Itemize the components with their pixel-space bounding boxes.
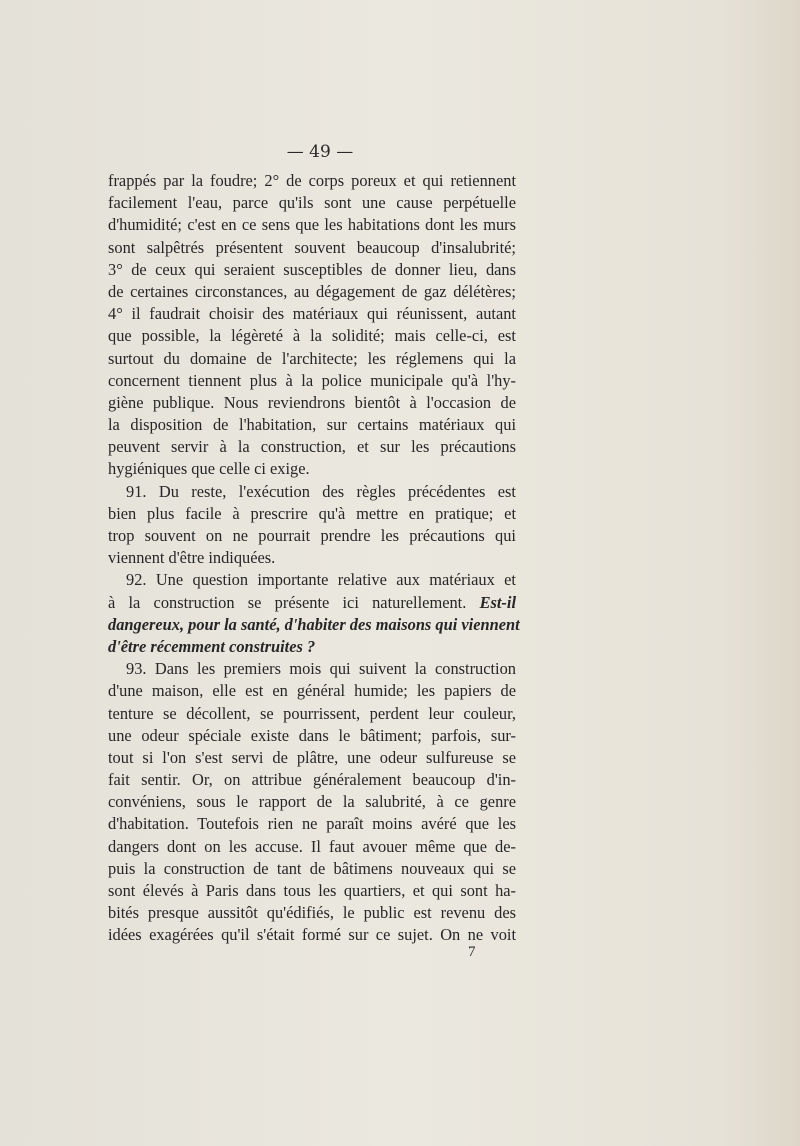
text-line bbox=[108, 237, 516, 259]
text-line bbox=[108, 547, 516, 569]
text-line bbox=[108, 458, 516, 480]
text-line bbox=[108, 303, 516, 325]
line-text: giène publique. Nous reviendrons bientôt à l'occasion de bbox=[108, 392, 516, 412]
line-text: de certaines circonstances, au dégagement de gaz délétères; bbox=[108, 281, 516, 301]
line-text: à la construction se présente ici naturellement. bbox=[108, 592, 467, 612]
line-text: frappés par la foudre; 2° de corps poreux et qui retiennent bbox=[108, 171, 516, 190]
line-text: bités presque aussitôt qu'édifiés, le public est revenu des bbox=[108, 903, 516, 923]
line-text: la disposition de l'habitation, sur certains matériaux qui bbox=[108, 415, 516, 435]
text-line bbox=[108, 325, 516, 347]
text-line bbox=[108, 503, 516, 525]
line-text: 91. Du reste, l'exécution des règles précédentes est bbox=[126, 481, 516, 501]
text-line bbox=[108, 436, 516, 458]
line-text: facilement l'eau, parce qu'ils sont une cause perpétuelle bbox=[108, 193, 516, 213]
line-text: d'habitation. Toutefois rien ne paraît moins avéré que les bbox=[108, 814, 516, 834]
text-line bbox=[108, 680, 516, 702]
text-line bbox=[108, 414, 516, 436]
line-text: d'une maison, elle est en général humide; les papiers de bbox=[108, 681, 516, 701]
text-line bbox=[108, 636, 516, 658]
text-line bbox=[108, 281, 516, 303]
line-text: sont salpêtrés présentent souvent beaucoup d'insalubrité; bbox=[108, 237, 516, 257]
line-text: que possible, la légèreté à la solidité; mais celle-ci, est bbox=[108, 326, 516, 346]
signature-mark: 7 bbox=[468, 944, 476, 960]
text-line bbox=[108, 924, 516, 946]
line-text: 4° il faudrait choisir des matériaux qui réunissent, autant bbox=[108, 304, 516, 324]
text-line bbox=[108, 569, 516, 591]
italic-question: Est-il bbox=[479, 592, 516, 612]
text-line bbox=[108, 370, 516, 392]
line-text: sont élevés à Paris dans tous les quartiers, et qui sont ha- bbox=[108, 881, 516, 900]
line-text: une odeur spéciale existe dans le bâtiment; parfois, sur- bbox=[108, 725, 516, 745]
line-text: peuvent servir à la construction, et sur les précautions bbox=[108, 437, 516, 457]
line-text: 92. Une question importante relative aux matériaux et bbox=[126, 570, 516, 590]
page-number: — 49 — bbox=[286, 142, 354, 162]
text-line bbox=[108, 880, 516, 902]
line-text: dangers dont on les accuse. Il faut avouer même que de- bbox=[108, 836, 516, 856]
line-text: fait sentir. Or, on attribue généralement beaucoup d'in- bbox=[108, 770, 516, 790]
text-line bbox=[108, 259, 516, 281]
italic-question: d'être récemment construites ? bbox=[108, 636, 316, 656]
line-text: idées exagérées qu'il s'était formé sur ce sujet. On ne voit bbox=[108, 925, 516, 945]
line-text: tenture se décollent, se pourrissent, perdent leur couleur, bbox=[108, 703, 516, 723]
line-text: viennent d'être indiquées. bbox=[108, 548, 276, 568]
text-line bbox=[108, 392, 516, 414]
text-line bbox=[108, 747, 516, 769]
text-line bbox=[108, 348, 516, 370]
line-text: 3° de ceux qui seraient susceptibles de donner lieu, dans bbox=[108, 259, 516, 279]
text-line bbox=[108, 481, 516, 503]
text-line bbox=[108, 725, 516, 747]
text-line bbox=[108, 614, 520, 636]
line-text: trop souvent on ne pourrait prendre les précautions qui bbox=[108, 526, 516, 545]
line-text: bien plus facile à prescrire qu'à mettre en pratique; et bbox=[108, 503, 516, 523]
italic-question: dangereux, pour la santé, d'habiter des maisons qui viennent bbox=[108, 614, 520, 634]
line-text: surtout du domaine de l'architecte; les réglemens qui la bbox=[108, 348, 516, 368]
text-line bbox=[108, 214, 516, 236]
line-text: hygiéniques que celle ci exige. bbox=[108, 459, 310, 479]
text-line bbox=[108, 592, 516, 614]
line-text: tout si l'on s'est servi de plâtre, une odeur sulfureuse se bbox=[108, 747, 516, 767]
line-text: convéniens, sous le rapport de la salubrité, à ce genre bbox=[108, 792, 516, 812]
line-text: 93. Dans les premiers mois qui suivent la construction bbox=[126, 659, 516, 679]
text-line bbox=[108, 813, 516, 835]
text-line bbox=[108, 170, 516, 192]
text-line bbox=[108, 836, 516, 858]
body-text bbox=[108, 170, 520, 947]
line-text: concernent tiennent plus à la police municipale qu'à l'hy- bbox=[108, 370, 516, 390]
text-line bbox=[108, 902, 516, 924]
line-text: puis la construction de tant de bâtimens nouveaux qui se bbox=[108, 858, 516, 878]
line-text: d'humidité; c'est en ce sens que les habitations dont les murs bbox=[108, 215, 516, 235]
text-line bbox=[108, 791, 516, 813]
text-line bbox=[108, 703, 516, 725]
text-line bbox=[108, 858, 516, 880]
text-line bbox=[108, 658, 516, 680]
text-line bbox=[108, 192, 516, 214]
text-line bbox=[108, 769, 516, 791]
text-line bbox=[108, 525, 516, 547]
